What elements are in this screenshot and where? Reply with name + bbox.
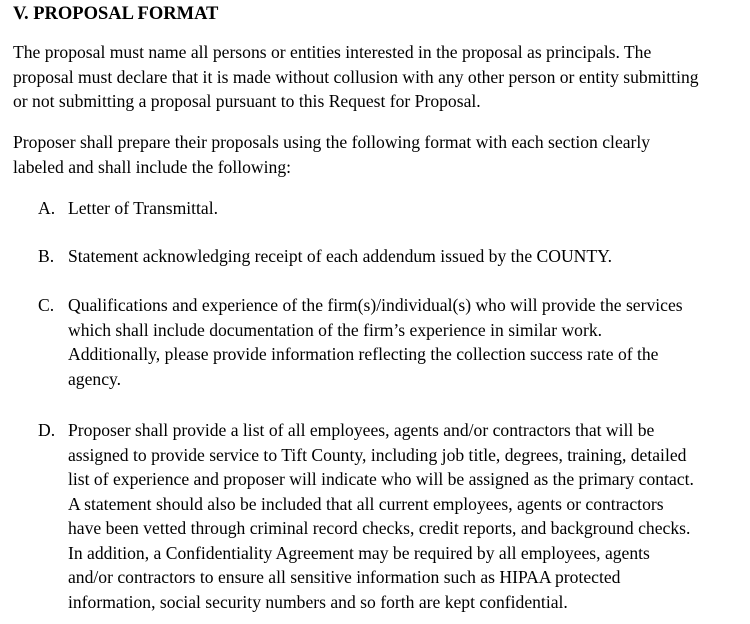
- text-line: have been vetted through criminal record checks, credit reports, and background checks.: [68, 518, 691, 538]
- text-line: information, social security numbers and so forth are kept confidential.: [68, 591, 568, 612]
- text-line: Qualifications and experience of the firm(s)/individual(s) who will provide the services: [68, 295, 683, 315]
- text-line: In addition, a Confidentiality Agreement may be required by all employees, agents: [68, 542, 650, 563]
- text-line: Proposer shall provide a list of all employees, agents and/or contractors that will be: [68, 420, 655, 440]
- text-line: and/or contractors to ensure all sensitive information such as HIPAA protected: [68, 567, 621, 587]
- text-line: which shall include documentation of the firm’s experience in similar work.: [68, 319, 603, 340]
- text-line: agency.: [68, 368, 122, 389]
- paragraph-principals: [13, 40, 699, 114]
- text-line: A statement should also be included that all current employees, agents or contractors: [68, 493, 664, 514]
- section-heading: V. PROPOSAL FORMAT: [13, 4, 219, 24]
- text-line: proposal must declare that it is made without collusion with any other person or entity submitting: [13, 66, 699, 87]
- list-letter: C.: [38, 295, 55, 315]
- text-line: or not submitting a proposal pursuant to this Request for Proposal.: [13, 91, 481, 111]
- text-line: Proposer shall prepare their proposals using the following format with each section clearly: [13, 132, 651, 152]
- text-line: Additionally, please provide information reflecting the collection success rate of the: [68, 344, 659, 364]
- text-line: The proposal must name all persons or entities interested in the proposal as principals. The: [13, 42, 652, 62]
- text-line: assigned to provide service to Tift County, including job title, degrees, training, detailed: [68, 444, 687, 465]
- list-letter: A.: [38, 198, 56, 218]
- text-line: labeled and shall include the following:: [13, 156, 292, 177]
- paragraph-format-intro: [13, 130, 650, 179]
- list-letter: D.: [38, 420, 56, 440]
- text-line: Statement acknowledging receipt of each addendum issued by the COUNTY.: [68, 246, 612, 266]
- text-line: list of experience and proposer will indicate who will be assigned as the primary contact.: [68, 469, 694, 489]
- list-letter: B.: [38, 246, 55, 266]
- text-line: Letter of Transmittal.: [68, 198, 219, 218]
